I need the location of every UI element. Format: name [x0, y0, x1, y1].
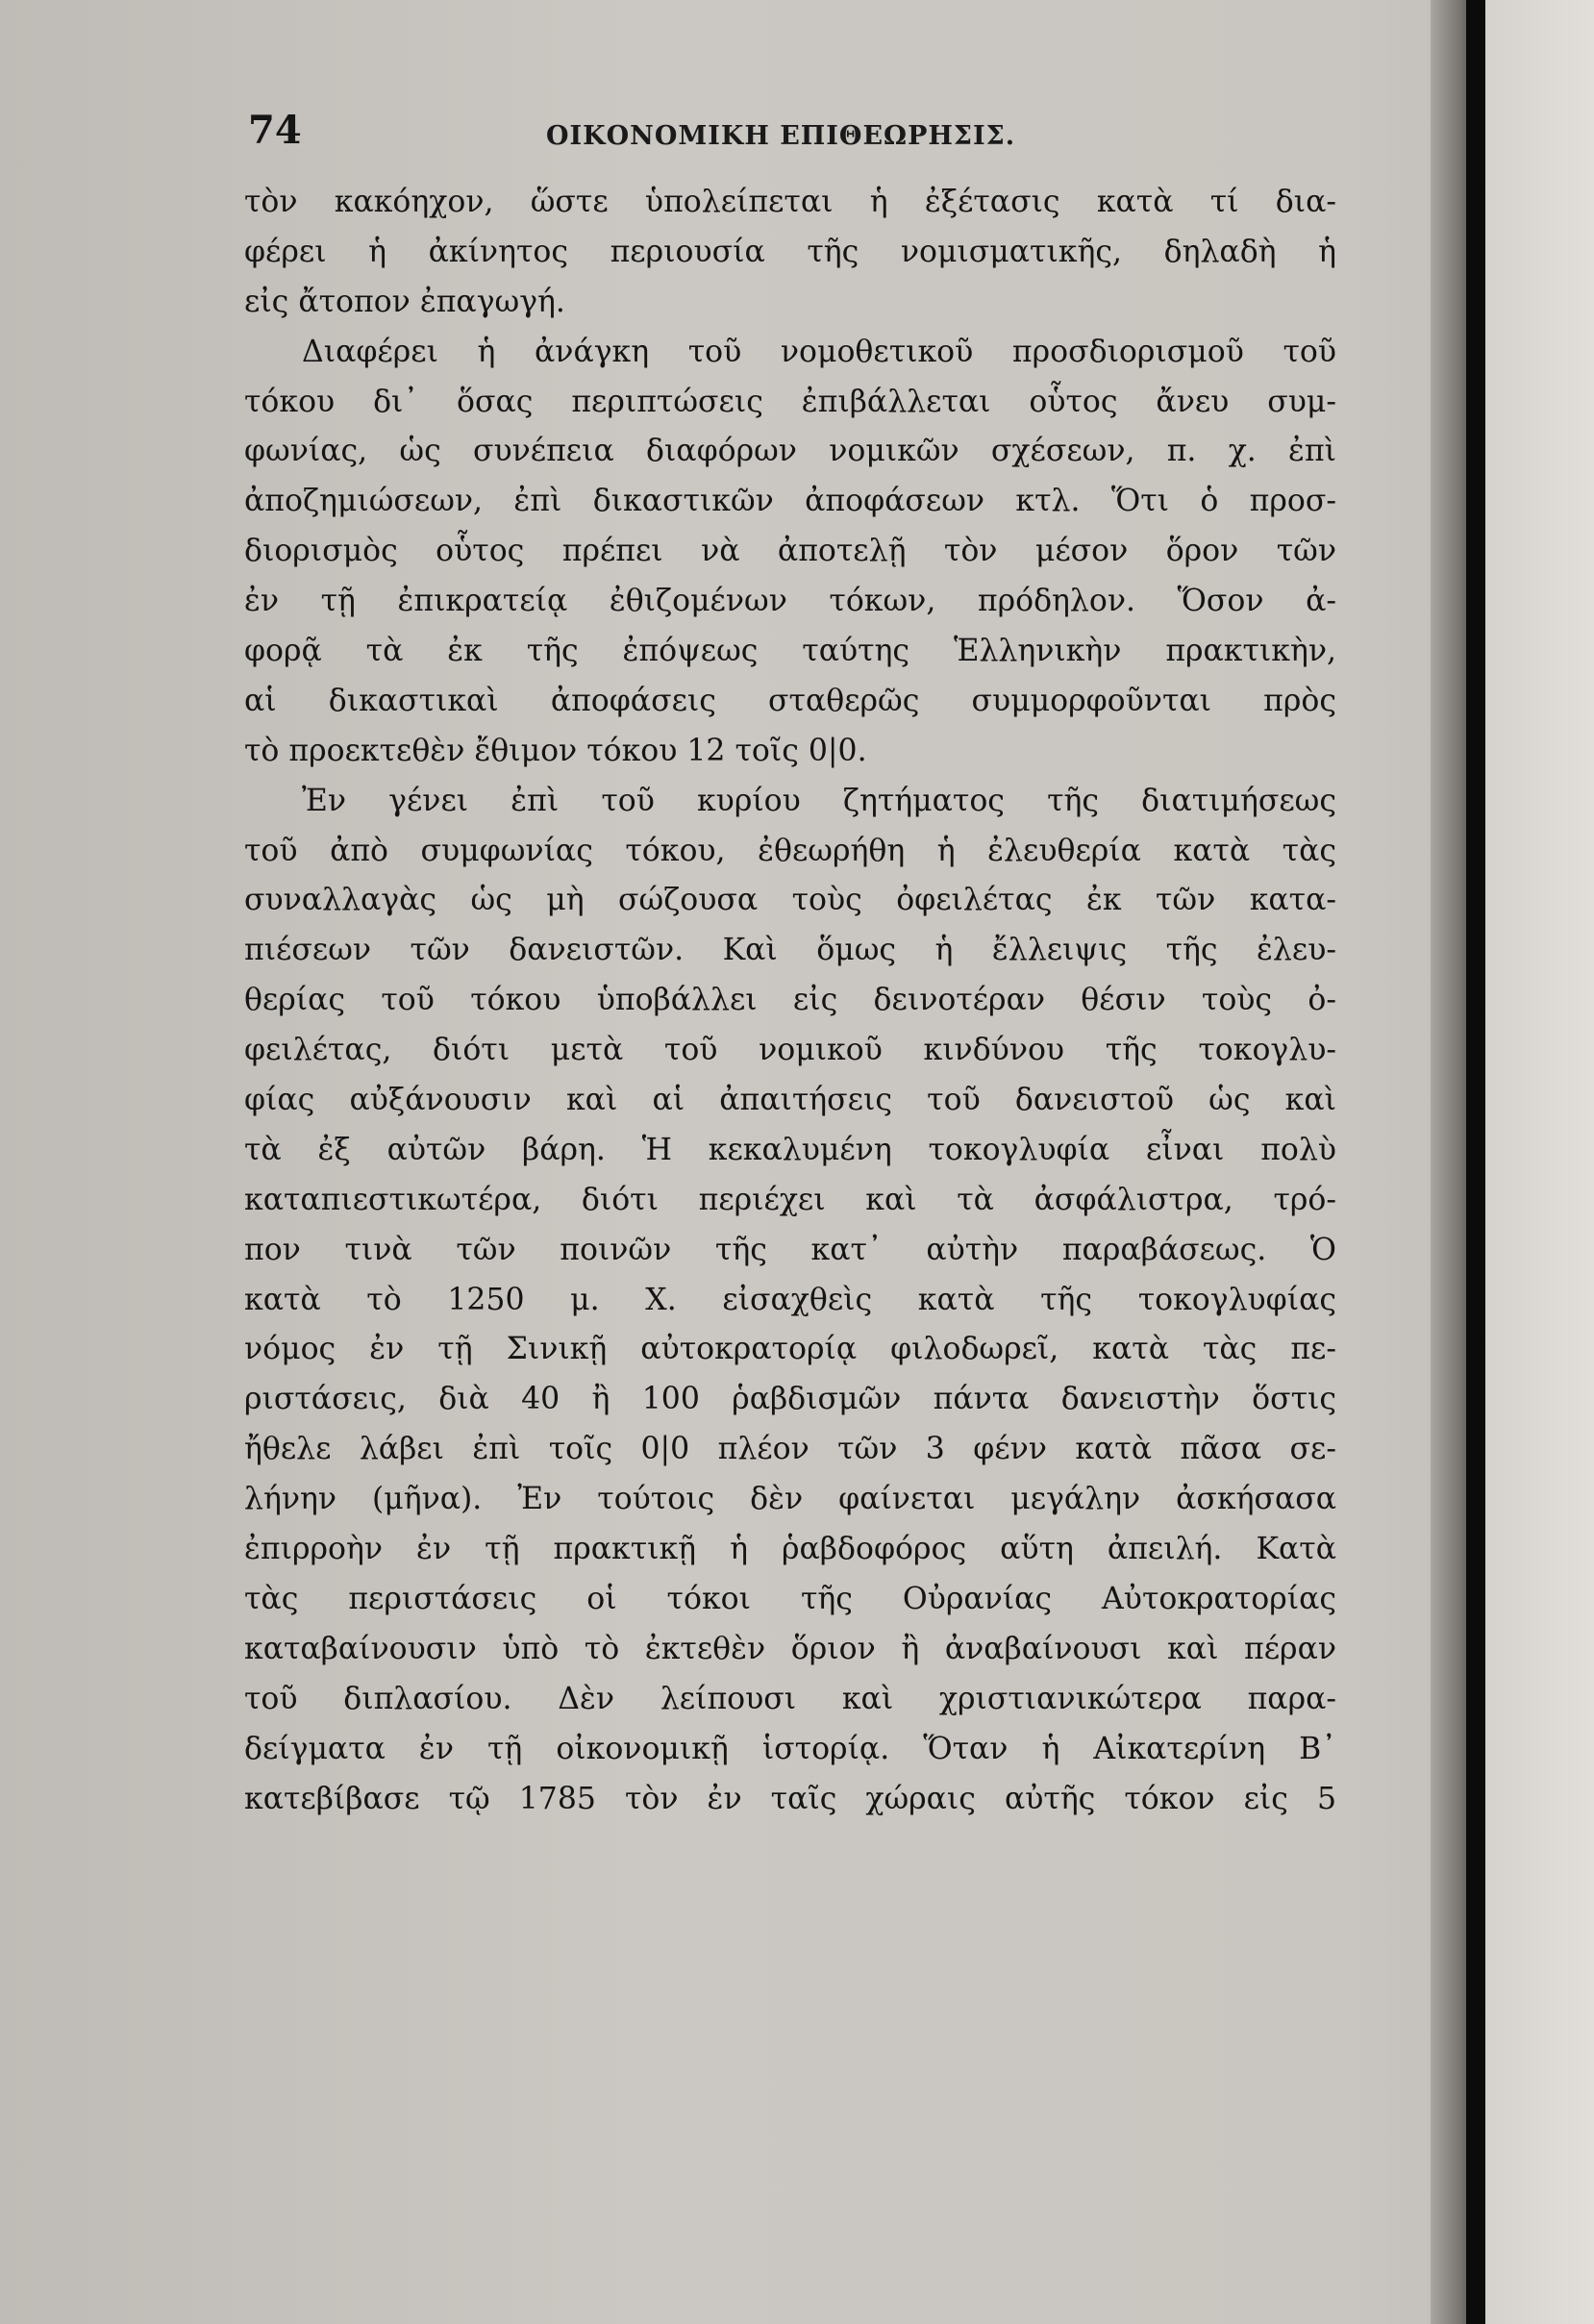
text-line: φέρει ἡ ἀκίνητος περιουσία τῆς νομισματικῆς, δηλαδὴ ἡ: [244, 234, 1336, 269]
text-line: τὰ ἐξ αὐτῶν βάρη. Ἡ κεκαλυμένη τοκογλυφία εἶναι πολὺ: [244, 1132, 1336, 1167]
paragraph: [244, 777, 1336, 1825]
text-line: τοῦ ἀπὸ συμφωνίας τόκου, ἐθεωρήθη ἡ ἐλευθερία κατὰ τὰς: [244, 833, 1336, 868]
book-spine-edge: [1466, 0, 1485, 2324]
text-line: διορισμὸς οὗτος πρέπει νὰ ἀποτελῇ τὸν μέσον ὅρον τῶν: [244, 534, 1336, 569]
paragraph: [244, 178, 1336, 328]
text-line: Ἐν γένει ἐπὶ τοῦ κυρίου ζητήματος τῆς διατιμήσεως: [302, 783, 1336, 818]
text-line: συναλλαγὰς ὡς μὴ σώζουσα τοὺς ὀφειλέτας ἐκ τῶν κατα-: [244, 883, 1336, 918]
text-line: τοῦ διπλασίου. Δὲν λείπουσι καὶ χριστιανικώτερα παρα-: [244, 1681, 1336, 1716]
text-line: τόκου δι᾽ ὅσας περιπτώσεις ἐπιβάλλεται οὗτος ἄνευ συμ-: [244, 384, 1336, 419]
text-line: νόμος ἐν τῇ Σινικῇ αὐτοκρατορίᾳ φιλοδωρεῖ, κατὰ τὰς πε-: [244, 1332, 1336, 1367]
text-line: τὰς περιστάσεις οἱ τόκοι τῆς Οὐρανίας Αὐτοκρατορίας: [244, 1581, 1336, 1616]
facing-page-edge: [1485, 0, 1594, 2324]
text-line: ἤθελε λάβει ἐπὶ τοῖς 0|0 πλέον τῶν 3 φένν κατὰ πᾶσα σε-: [244, 1432, 1336, 1467]
text-line: πιέσεων τῶν δανειστῶν. Καὶ ὅμως ἡ ἔλλειψις τῆς ἐλευ-: [244, 933, 1336, 968]
text-line: θερίας τοῦ τόκου ὑποβάλλει εἰς δεινοτέραν θέσιν τοὺς ὀ-: [244, 983, 1336, 1018]
text-line: ἐπιρροὴν ἐν τῇ πρακτικῇ ἡ ῥαβδοφόρος αὕτη ἀπειλή. Κατὰ: [244, 1532, 1336, 1567]
text-line: τὸν κακόηχον, ὥστε ὑπολείπεται ἡ ἐξέτασις κατὰ τί δια-: [244, 185, 1336, 219]
text-line: κατὰ τὸ 1250 μ. Χ. εἰσαχθεὶς κατὰ τῆς τοκογλυφίας: [244, 1282, 1336, 1317]
text-line: εἰς ἄτοπον ἐπαγωγή.: [244, 284, 565, 319]
running-head: ΟΙΚΟΝΟΜΙΚΗ ΕΠΙΘΕΩΡΗΣΙΣ.: [546, 121, 1016, 151]
text-line: φωνίας, ὡς συνέπεια διαφόρων νομικῶν σχέσεων, π. χ. ἐπὶ: [244, 434, 1336, 469]
page-header: [248, 108, 1344, 165]
page-number: 74: [248, 108, 302, 153]
text-line: αἱ δικαστικαὶ ἀποφάσεις σταθερῶς συμμορφοῦνται πρὸς: [244, 683, 1336, 718]
body-text: [244, 178, 1336, 1824]
text-line: δείγματα ἐν τῇ οἰκονομικῇ ἱστορίᾳ. Ὅταν ἡ Αἰκατερίνη Β᾽: [244, 1731, 1336, 1766]
text-line: ριστάσεις, διὰ 40 ἢ 100 ῥαβδισμῶν πάντα δανειστὴν ὅστις: [244, 1382, 1336, 1417]
text-line: ἀποζημιώσεων, ἐπὶ δικαστικῶν ἀποφάσεων κτλ. Ὅτι ὁ προσ-: [244, 484, 1336, 519]
paragraph: [244, 328, 1336, 777]
text-line: τὸ προεκτεθὲν ἔθιμον τόκου 12 τοῖς 0|0.: [244, 733, 867, 768]
text-line: πον τινὰ τῶν ποινῶν τῆς κατ᾽ αὐτὴν παραβάσεως. Ὁ: [244, 1232, 1336, 1267]
text-line: Διαφέρει ἡ ἀνάγκη τοῦ νομοθετικοῦ προσδιορισμοῦ τοῦ: [302, 334, 1336, 369]
text-line: καταβαίνουσιν ὑπὸ τὸ ἐκτεθὲν ὅριον ἢ ἀναβαίνουσι καὶ πέραν: [244, 1631, 1336, 1666]
text-line: λήνην (μῆνα). Ἐν τούτοις δὲν φαίνεται μεγάλην ἀσκήσασα: [244, 1482, 1336, 1517]
text-line: καταπιεστικωτέρα, διότι περιέχει καὶ τὰ ἀσφάλιστρα, τρό-: [244, 1182, 1336, 1217]
text-line: κατεβίβασε τῷ 1785 τὸν ἐν ταῖς χώραις αὐτῆς τόκον εἰς 5: [244, 1781, 1336, 1816]
text-line: φίας αὐξάνουσιν καὶ αἱ ἀπαιτήσεις τοῦ δανειστοῦ ὡς καὶ: [244, 1083, 1336, 1118]
text-line: φειλέτας, διότι μετὰ τοῦ νομικοῦ κινδύνου τῆς τοκογλυ-: [244, 1033, 1336, 1068]
text-line: φορᾷ τὰ ἐκ τῆς ἐπόψεως ταύτης Ἑλληνικὴν πρακτικὴν,: [244, 634, 1336, 669]
text-line: ἐν τῇ ἐπικρατείᾳ ἐθιζομένων τόκων, πρόδηλον. Ὅσον ἀ-: [244, 584, 1336, 619]
